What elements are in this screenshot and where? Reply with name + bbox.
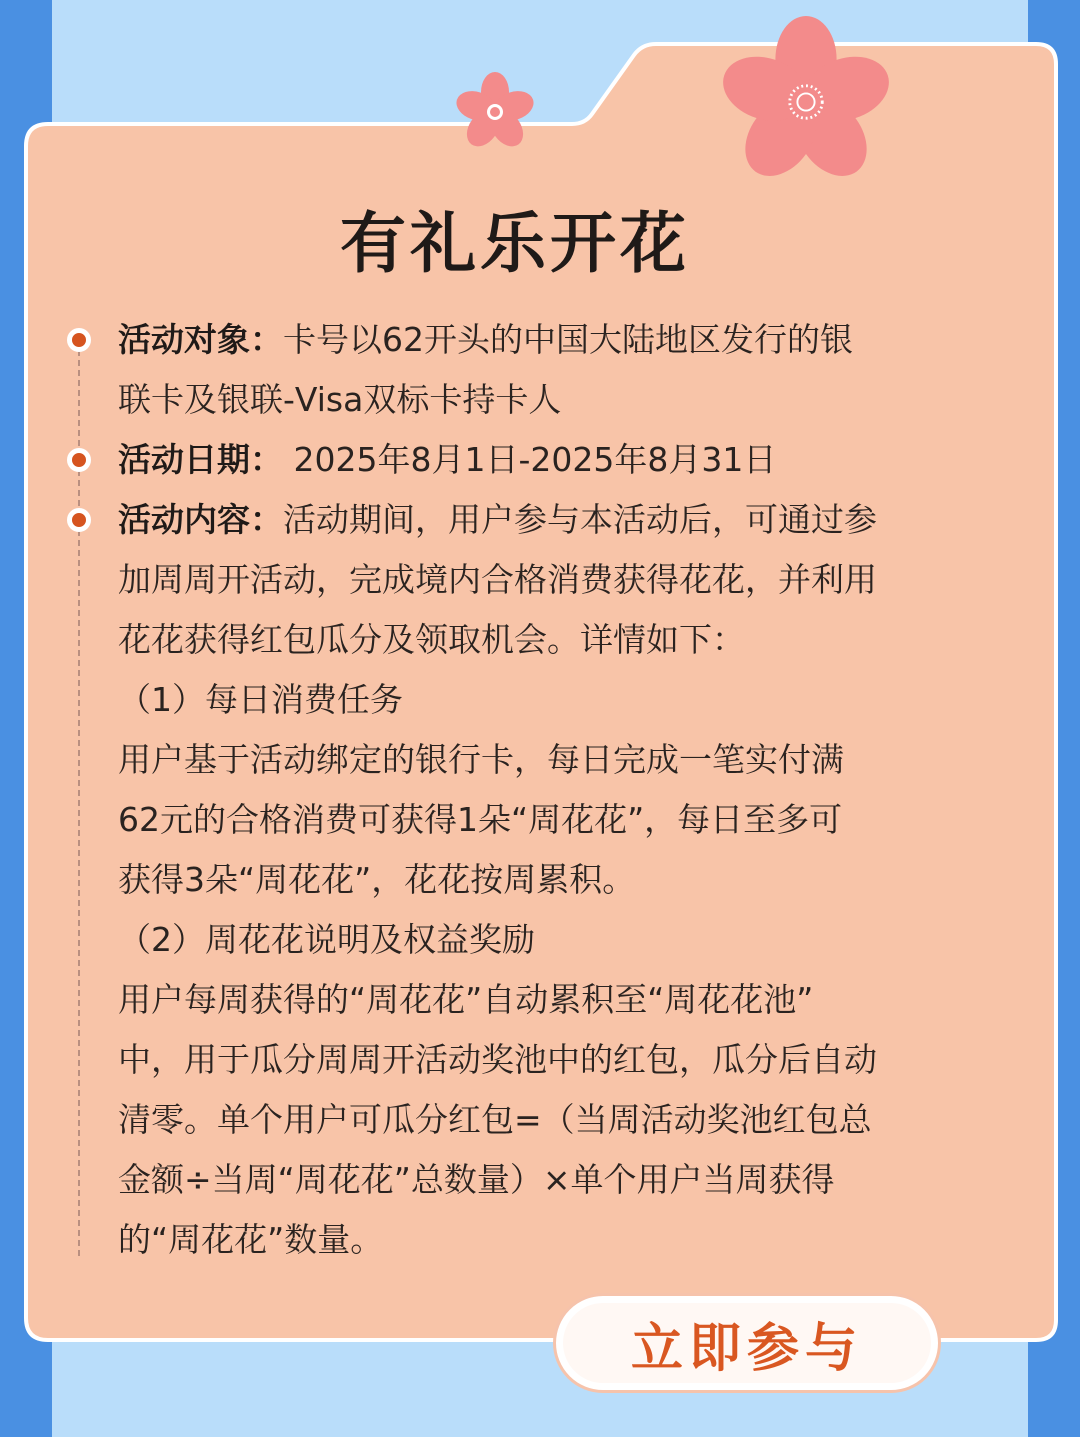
flower-icon <box>455 72 535 152</box>
sub1-title: （1）每日消费任务 <box>118 680 403 719</box>
target-line-2: 联卡及银联-Visa双标卡持卡人 <box>118 380 562 419</box>
sub2-line: 清零。单个用户可瓜分红包=（当周活动奖池红包总 <box>118 1100 872 1139</box>
sub2-line: 中，用于瓜分周周开活动奖池中的红包，瓜分后自动 <box>118 1040 877 1079</box>
sub2-line: 金额÷当周“周花花”总数量）×单个用户当周获得 <box>118 1160 835 1199</box>
bullet-dot-icon <box>67 328 91 352</box>
sub2-line: 的“周花花”数量。 <box>118 1220 384 1259</box>
target-label: 活动对象： <box>118 320 283 359</box>
date-line <box>118 430 918 490</box>
bullet-dot-icon <box>67 508 91 532</box>
flower-icon <box>716 16 896 188</box>
join-now-button[interactable]: 立即参与 <box>553 1293 941 1393</box>
sub1-line: 获得3朵“周花花”，花花按周累积。 <box>118 860 636 899</box>
target-text: 卡号以62开头的中国大陆地区发行的银 <box>283 320 853 359</box>
content-label: 活动内容： <box>118 500 283 539</box>
activity-details <box>118 310 918 1270</box>
content-line-1 <box>118 490 918 550</box>
timeline-line <box>78 340 80 1256</box>
sub1-line: 62元的合格消费可获得1朵“周花花”，每日至多可 <box>118 800 843 839</box>
sub1-line: 用户基于活动绑定的银行卡，每日完成一笔实付满 <box>118 740 844 779</box>
content-line-3: 花花获得红包瓜分及领取机会。详情如下： <box>118 620 745 659</box>
date-label: 活动日期： <box>118 440 283 479</box>
target-line-1 <box>118 310 918 370</box>
bullet-dot-icon <box>67 448 91 472</box>
content-text: 活动期间，用户参与本活动后，可通过参 <box>283 500 877 539</box>
date-text: 2025年8月1日-2025年8月31日 <box>283 440 777 479</box>
sub2-title: （2）周花花说明及权益奖励 <box>118 920 535 959</box>
sub2-line: 用户每周获得的“周花花”自动累积至“周花花池” <box>118 980 814 1019</box>
content-line-2: 加周周开活动，完成境内合格消费获得花花，并利用 <box>118 560 877 599</box>
page-title: 有礼乐开花 <box>340 205 690 282</box>
